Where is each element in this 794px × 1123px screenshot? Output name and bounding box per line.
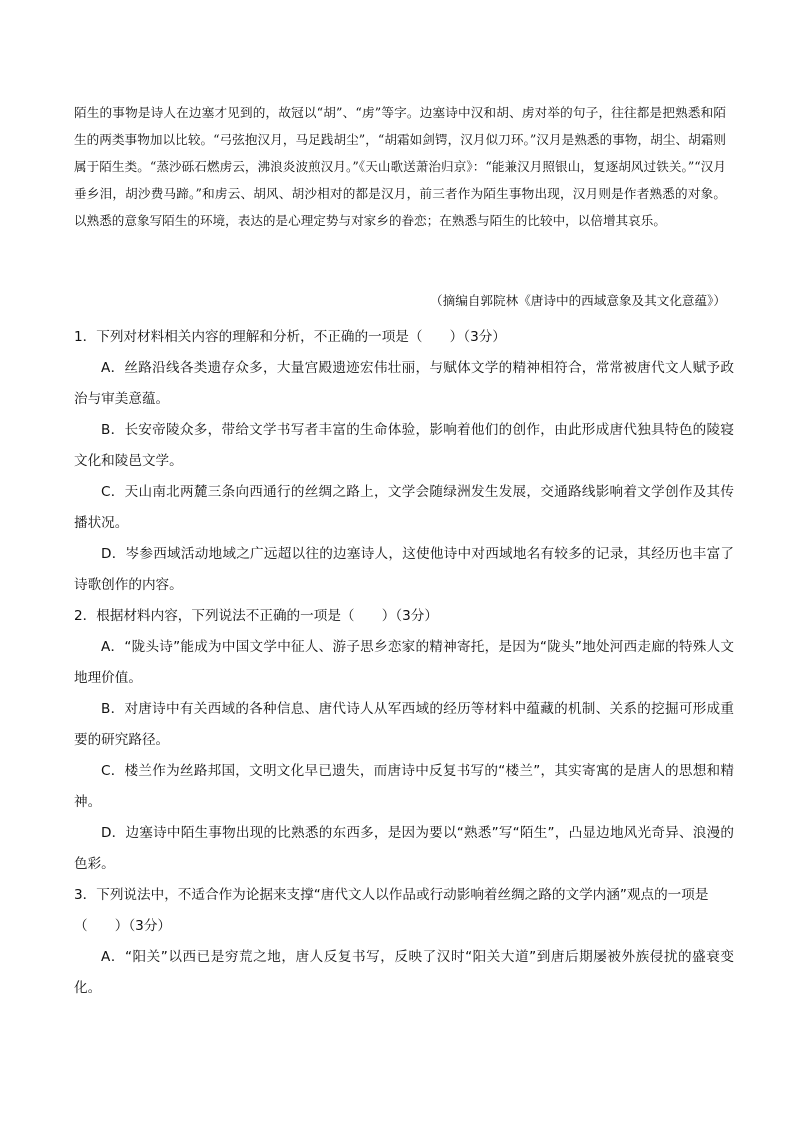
passage-paragraph: 陌生的事物是诗人在边塞才见到的，故冠以“胡”、“虏”等字。边塞诗中汉和胡、虏对举的句子，往往都是把熟悉和陌生的两类事物加以比较。“弓弦抱汉月，马足践胡尘”，“胡霜如剑锷，汉月似刀环。”汉月是熟悉的事物，胡尘、胡霜则属于陌生类。“蒸沙砾石燃虏云，沸浪炎波煎汉月。”《天山歌送萧治归京》：“能兼汉月照银山，复逐胡风过铁关。”“汉月垂乡泪，胡沙费马蹄。”和虏云、胡风、胡沙相对的都是汉月，前三者作为陌生事物出现，汉月则是作者熟悉的对象。以熟悉的意象写陌生的环境，表达的是心理定势与对家乡的眷恋；在熟悉与陌生的比较中，以倍增其哀乐。 [74, 105, 726, 228]
option-c: C．天山南北两麓三条向西通行的丝绸之路上，文学会随绿洲发生发展，交通路线影响着文学创作及其传播状况。 [74, 484, 734, 531]
option-a: A．“陇头诗”能成为中国文学中征人、游子思乡恋家的精神寄托，是因为“陇头”地处河西走廊的特殊人文地理价值。 [74, 639, 734, 686]
question-3 [74, 880, 734, 1004]
question-list [74, 322, 734, 1004]
option-d: D．边塞诗中陌生事物出现的比熟悉的东西多，是因为要以“熟悉”写“陌生”，凸显边地风光奇异、浪漫的色彩。 [74, 825, 734, 872]
option-c: C．楼兰作为丝路邦国，文明文化早已遗失，而唐诗中反复书写的“楼兰”，其实寄寓的是唐人的思想和精神。 [74, 763, 734, 810]
question-stem: 2．根据材料内容，下列说法不正确的一项是（ ）（3分） [74, 608, 438, 624]
option-a: A．丝路沿线各类遗存众多，大量宫殿遗迹宏伟壮丽，与赋体文学的精神相符合，常常被唐代文人赋予政治与审美意蕴。 [74, 360, 734, 407]
question-stem: 3．下列说法中，不适合作为论据来支撑“唐代文人以作品或行动影响着丝绸之路的文学内涵”观点的一项是（ ）（3分） [74, 887, 709, 934]
option-b: B．长安帝陵众多，带给文学书写者丰富的生命体验，影响着他们的创作，由此形成唐代独具特色的陵寝文化和陵邑文学。 [74, 422, 734, 469]
question-2 [74, 601, 734, 880]
option-b: B．对唐诗中有关西域的各种信息、唐代诗人从军西域的经历等材料中蕴藏的机制、关系的挖掘可形成重要的研究路径。 [74, 701, 734, 748]
option-d: D．岑参西域活动地域之广远超以往的边塞诗人，这使他诗中对西域地名有较多的记录，其经历也丰富了诗歌创作的内容。 [74, 546, 734, 593]
question-stem: 1．下列对材料相关内容的理解和分析，不正确的一项是（ ）（3分） [74, 329, 506, 345]
passage-citation: （摘编自郭院林《唐诗中的西域意象及其文化意蕴》） [430, 293, 726, 308]
reading-passage [74, 99, 726, 234]
question-1 [74, 322, 734, 601]
option-a: A．“阳关”以西已是穷荒之地，唐人反复书写，反映了汉时“阳关大道”到唐后期屡被外族侵扰的盛衰变化。 [74, 949, 734, 996]
